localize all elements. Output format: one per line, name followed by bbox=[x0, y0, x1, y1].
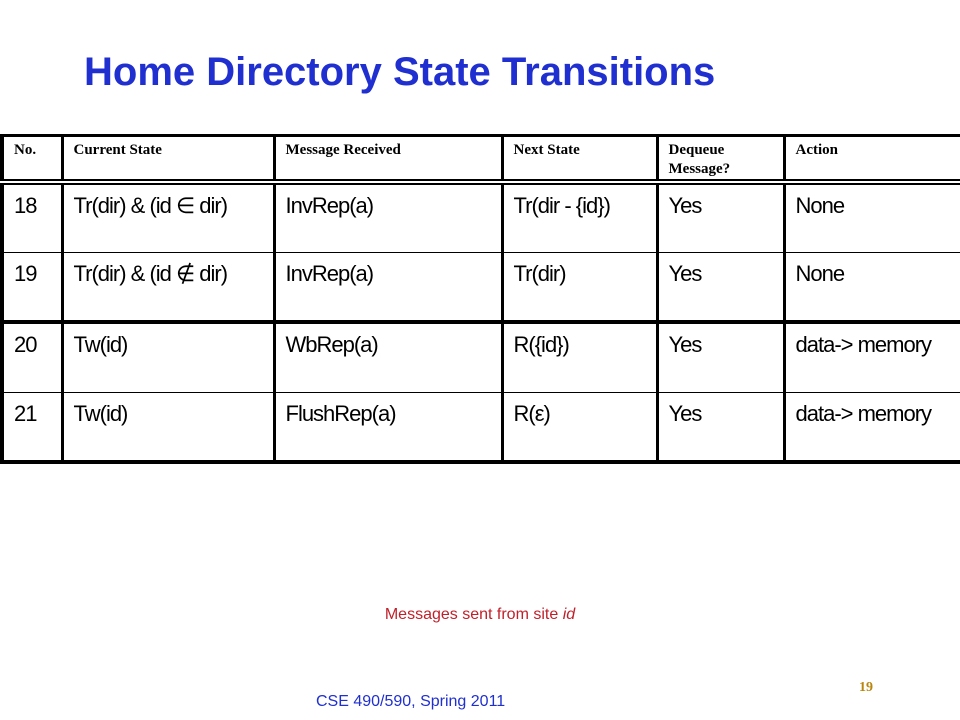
header-no: No. bbox=[2, 136, 62, 183]
caption-text: Messages sent from site bbox=[384, 606, 563, 623]
cell-next-state: R(ε) bbox=[502, 392, 657, 462]
page-number: 19 bbox=[859, 680, 873, 695]
header-next-state: Next State bbox=[502, 136, 657, 183]
cell-next-state: Tr(dir) bbox=[502, 252, 657, 322]
table-row bbox=[2, 182, 960, 252]
header-action: Action bbox=[784, 136, 960, 183]
slide-title: Home Directory State Transitions bbox=[84, 50, 716, 94]
caption-id: id bbox=[562, 606, 576, 623]
cell-action: data-> memory bbox=[784, 392, 960, 462]
cell-action: None bbox=[784, 182, 960, 252]
table-row bbox=[2, 322, 960, 392]
cell-current-state: Tw(id) bbox=[62, 392, 274, 462]
header-dequeue-line2: Message? bbox=[668, 161, 731, 177]
cell-action: data-> memory bbox=[784, 322, 960, 392]
header-dequeue-line1: Dequeue bbox=[668, 142, 725, 158]
state-transition-table-container bbox=[0, 134, 960, 469]
cell-current-state: Tr(dir) & (id ∉ dir) bbox=[62, 252, 274, 322]
cell-action: None bbox=[784, 252, 960, 322]
header-current-state: Current State bbox=[62, 136, 274, 183]
cell-current-state: Tr(dir) & (id ∈ dir) bbox=[62, 182, 274, 252]
cell-message-received: InvRep(a) bbox=[274, 182, 502, 252]
header-dequeue-message bbox=[657, 136, 784, 183]
cell-dequeue: Yes bbox=[657, 182, 784, 252]
cell-message-received: InvRep(a) bbox=[274, 252, 502, 322]
cell-no: 19 bbox=[2, 252, 62, 322]
cell-dequeue: Yes bbox=[657, 392, 784, 462]
state-transition-table bbox=[0, 134, 960, 464]
cell-no: 20 bbox=[2, 322, 62, 392]
cell-current-state: Tw(id) bbox=[62, 322, 274, 392]
cell-dequeue: Yes bbox=[657, 252, 784, 322]
course-footer: CSE 490/590, Spring 2011 bbox=[316, 693, 506, 710]
table-row bbox=[2, 252, 960, 322]
cell-no: 18 bbox=[2, 182, 62, 252]
table-row bbox=[2, 392, 960, 462]
cell-no: 21 bbox=[2, 392, 62, 462]
cell-message-received: FlushRep(a) bbox=[274, 392, 502, 462]
cell-next-state: Tr(dir - {id}) bbox=[502, 182, 657, 252]
table-caption bbox=[0, 606, 960, 624]
cell-dequeue: Yes bbox=[657, 322, 784, 392]
cell-next-state: R({id}) bbox=[502, 322, 657, 392]
table-header-row bbox=[2, 136, 960, 183]
header-message-received: Message Received bbox=[274, 136, 502, 183]
cell-message-received: WbRep(a) bbox=[274, 322, 502, 392]
